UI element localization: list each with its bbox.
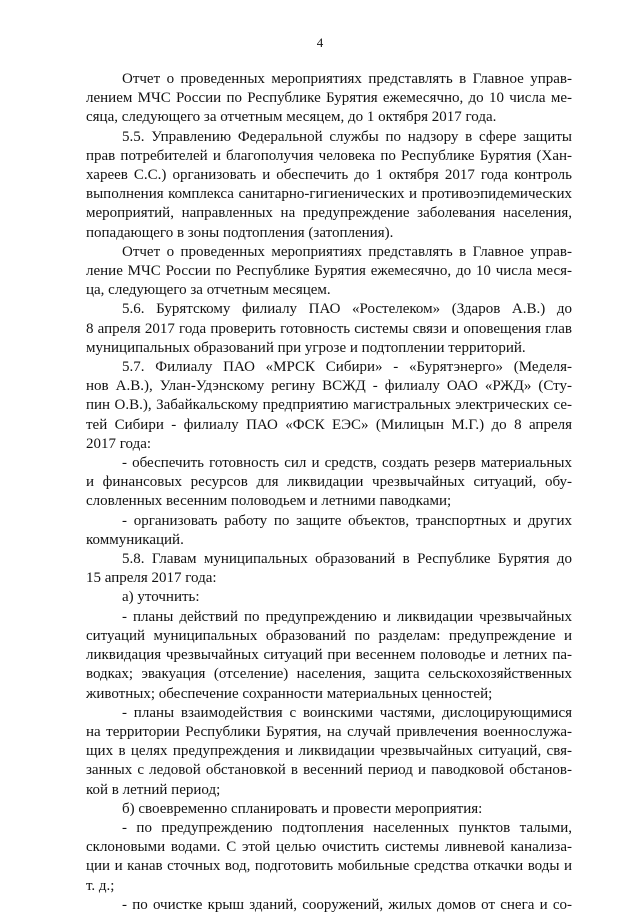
text-line: 8 апреля 2017 года проверить готовность системы связи и оповещения глав — [86, 320, 572, 337]
text-line: кой в летний период; — [86, 781, 221, 798]
text-line: 5.5. Управлению Федеральной службы по надзору в сфере защиты — [122, 128, 572, 145]
text-line: и финансовых ресурсов для ликвидации чрезвычайных ситуаций, обу- — [86, 474, 572, 491]
text-line: Отчет о проведенных мероприятиях представлять в Главное управ- — [122, 243, 572, 260]
paragraph — [86, 512, 572, 550]
paragraph — [86, 300, 572, 358]
text-line: попадающего в зоны подтопления (затопления). — [86, 224, 394, 241]
text-line: б) своевременно спланировать и провести мероприятия: — [122, 800, 483, 817]
paragraph — [86, 454, 572, 512]
text-line: ликвидация чрезвычайных ситуаций при весеннем половодье и летних па- — [86, 647, 572, 664]
text-line: - по предупреждению подтопления населенных пунктов талыми, — [122, 819, 572, 836]
paragraph — [86, 128, 572, 243]
text-line: 5.6. Бурятскому филиалу ПАО «Ростелеком» (Здаров А.В.) до — [122, 301, 572, 318]
text-line: 5.7. Филиалу ПАО «МРСК Сибири» - «Бурятэнерго» (Меделя- — [122, 359, 572, 376]
text-line: на территории Республики Бурятия, на случай привлечения военнослужа- — [86, 723, 572, 740]
text-line: ции и канав сточных вод, подготовить мобильные средства откачки воды и — [86, 858, 572, 875]
paragraph — [86, 896, 572, 915]
text-line: сяца, следующего за отчетным месяцем, до 1 октября 2017 года. — [86, 109, 497, 126]
text-line: - организовать работу по защите объектов, транспортных и других — [122, 512, 572, 529]
text-line: тей Сибири - филиалу ПАО «ФСК ЕЭС» (Милицын М.Г.) до 8 апреля — [86, 416, 572, 433]
text-line: коммуникаций. — [86, 531, 184, 548]
text-line: 15 апреля 2017 года: — [86, 570, 217, 587]
text-line: 2017 года: — [86, 435, 152, 452]
paragraph — [86, 800, 572, 819]
text-line: - планы действий по предупреждению и ликвидации чрезвычайных — [122, 608, 572, 625]
text-line: - обеспечить готовность сил и средств, создать резерв материальных — [122, 455, 572, 472]
text-line: ситуаций муниципальных образований по разделам: предупреждение и — [86, 627, 572, 644]
paragraph — [86, 819, 572, 896]
text-line: Отчет о проведенных мероприятиях представлять в Главное управ- — [122, 71, 572, 87]
text-line: выполнения комплекса санитарно-гигиенических и противоэпидемических — [86, 186, 572, 203]
paragraph — [86, 358, 572, 454]
text-line: склоновыми водами. С этой целью очистить системы ливневой канализа- — [86, 839, 572, 856]
text-line: лением МЧС России по Республике Бурятия ежемесячно, до 10 числа ме- — [86, 90, 572, 107]
paragraph — [86, 588, 572, 607]
text-line: а) уточнить: — [122, 589, 200, 606]
text-line: ца, следующего за отчетным месяцем. — [86, 282, 331, 299]
text-line: - по очистке крыш зданий, сооружений, жилых домов от снега и со- — [122, 896, 572, 913]
text-line: животных; обеспечение сохранности материальных ценностей; — [86, 685, 493, 702]
text-line: хареев С.С.) организовать и обеспечить до 1 октября 2017 года контроль — [86, 167, 572, 184]
text-line: нов А.В.), Улан-Удэнскому регину ВСЖД - филиалу ОАО «РЖД» (Сту- — [86, 378, 572, 395]
text-line: словленных весенним половодьем и летними паводками; — [86, 493, 452, 510]
text-line: занных с ледовой обстановкой в весенний период и паводковой обстанов- — [86, 762, 572, 779]
text-line: водках; эвакуация (отселение) населения, защита сельскохозяйственных — [86, 666, 572, 683]
text-line: пин О.В.), Забайкальскому предприятию магистральных электрических се- — [86, 397, 572, 414]
paragraph — [86, 608, 572, 704]
paragraph — [86, 550, 572, 588]
text-line: т. д.; — [86, 877, 115, 894]
paragraph — [86, 70, 572, 128]
document-body — [86, 70, 572, 915]
text-line: прав потребителей и благополучия человека по Республике Бурятия (Хан- — [86, 147, 572, 164]
text-line: щих в целях предупреждения и ликвидации чрезвычайных ситуаций, свя- — [86, 743, 572, 760]
text-line: муниципальных образований при угрозе и подтоплении территорий. — [86, 339, 526, 356]
text-line: - планы взаимодействия с воинскими частями, дислоцирующимися — [122, 704, 572, 721]
text-line: мероприятий, направленных на предупреждение заболевания населения, — [86, 205, 572, 222]
text-line: 5.8. Главам муниципальных образований в Республике Бурятия до — [122, 551, 572, 568]
text-line: ление МЧС России по Республике Бурятия ежемесячно, до 10 числа меся- — [86, 263, 572, 280]
page-number: 4 — [316, 35, 324, 50]
paragraph — [86, 704, 572, 800]
paragraph — [86, 243, 572, 301]
